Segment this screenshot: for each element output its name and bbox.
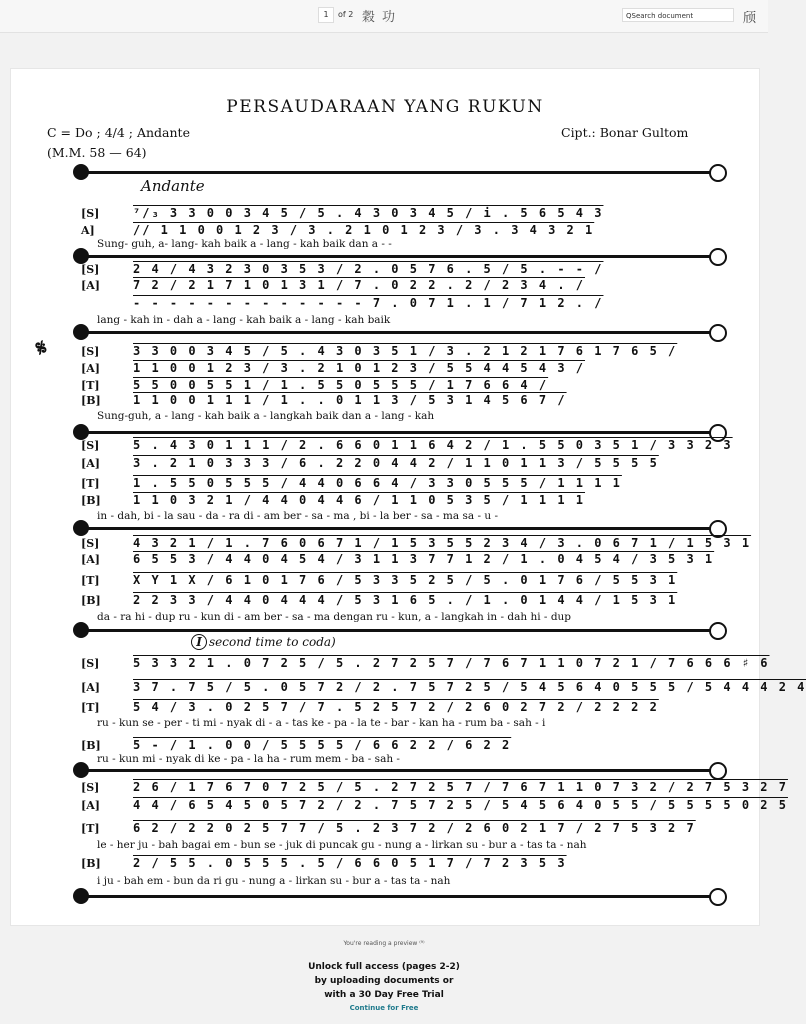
voice-label: [A] [81, 457, 100, 470]
notation-line: X Y 1 X / 6 1 0 1 7 6 / 5 3 3 5 2 5 / 5 . 0 1 7 6 / 5 5 3 1 [133, 573, 678, 587]
viewer-toolbar [0, 0, 768, 33]
voice-row [81, 345, 731, 359]
voice-label: [B] [81, 494, 101, 507]
voice-label: [A] [81, 681, 100, 694]
voice-label: [S] [81, 657, 100, 670]
document-page [10, 68, 806, 926]
staff-rule [81, 171, 725, 174]
voice-row [81, 457, 731, 471]
notation-line: 1 1 0 3 2 1 / 4 4 0 4 4 6 / 1 1 0 5 3 5 / 1 1 1 1 [133, 493, 586, 507]
voice-label: [T] [81, 379, 100, 392]
staff-start-dot [73, 520, 89, 536]
voice-label: A] [81, 224, 95, 237]
composer-credit: Cipt.: Bonar Gultom [561, 125, 689, 140]
lyric-line: Sung- guh, a- lang- kah baik a - lang - kah baik dan a - - [97, 238, 392, 250]
unlock-message [0, 960, 768, 1002]
staff-rule [81, 527, 725, 530]
voice-row [81, 362, 731, 376]
fullscreen-icon[interactable]: 颀 [743, 11, 757, 26]
voice-row [81, 263, 731, 277]
voice-row [81, 822, 731, 836]
voice-row [81, 574, 731, 588]
staff-end-ring [709, 164, 727, 182]
notation-line: 3 7 . 7 5 / 5 . 0 5 7 2 / 2 . 7 5 7 2 5 / 5 4 5 6 4 0 5 5 5 / 5 4 4 4 2 4 [133, 680, 806, 694]
segno-icon: 𝄋 [31, 334, 52, 362]
lyric-line: i ju - bah em - bun da ri gu - nung a - lirkan su - bur a - tas ta - nah [97, 875, 451, 887]
voice-label: [A] [81, 553, 100, 566]
voice-label: [T] [81, 701, 100, 714]
notation-line: 1 . 5 5 0 5 5 5 / 4 4 0 6 6 4 / 3 3 0 5 5 5 / 1 1 1 1 [133, 476, 622, 490]
page-count-label: of 2 [338, 10, 354, 19]
voice-row [81, 553, 731, 567]
voice-label: [A] [81, 799, 100, 812]
voice-row [81, 279, 731, 293]
staff-rule [81, 331, 725, 334]
notation-line: 5 . 4 3 0 1 1 1 / 2 . 6 6 0 1 1 6 4 2 / 1 . 5 5 0 3 5 1 / 3 3 2 3 [133, 438, 733, 452]
notation-line: - - - - - - - - - - - - - 7 . 0 7 1 . 1 / 7 1 2 . / [133, 296, 604, 310]
staff-rule [81, 895, 725, 898]
voice-label: [A] [81, 362, 100, 375]
next-page-icon[interactable]: 功 [382, 10, 396, 25]
notation-line: 2 2 3 3 / 4 4 0 4 4 4 / 5 3 1 6 5 . / 1 . 0 1 4 4 / 1 5 3 1 [133, 593, 678, 607]
staff-start-dot [73, 324, 89, 340]
voice-label: [S] [81, 263, 100, 276]
coda-text: second time to coda) [209, 635, 336, 649]
voice-label: [B] [81, 594, 101, 607]
staff-start-dot [73, 888, 89, 904]
staff-start-dot [73, 622, 89, 638]
tempo-marking: Andante [141, 177, 205, 195]
unlock-line: Unlock full access (pages 2-2) [308, 962, 460, 972]
unlock-line: by uploading documents or [314, 976, 454, 986]
staff-start-dot [73, 164, 89, 180]
staff-start-dot [73, 762, 89, 778]
notation-line: ⁷/₃ 3 3 0 0 3 4 5 / 5 . 4 3 0 3 4 5 / i . 5 6 5 4 3 [133, 206, 604, 220]
voice-row [81, 680, 806, 695]
staff-end-ring [709, 622, 727, 640]
lyric-line: lang - kah in - dah a - lang - kah baik a - lang - kah baik [97, 314, 391, 326]
voice-label: [S] [81, 537, 100, 550]
notation-line: 6 2 / 2 2 0 2 5 7 7 / 5 . 2 3 7 2 / 2 6 0 2 1 7 / 2 7 5 3 2 7 [133, 821, 696, 835]
voice-label: [T] [81, 477, 100, 490]
voice-label: [B] [81, 739, 101, 752]
notation-line: 2 6 / 1 7 6 7 0 7 2 5 / 5 . 2 7 2 5 7 / 7 6 7 1 1 0 7 3 2 / 2 7 5 3 2 7 [133, 780, 788, 794]
voice-row [81, 394, 731, 408]
notation-line: 3 3 0 0 3 4 5 / 5 . 4 3 0 3 5 1 / 3 . 2 1 2 1 7 6 1 7 6 5 / [133, 344, 678, 358]
staff-rule [81, 255, 725, 258]
page-number-input[interactable]: 1 [318, 7, 334, 23]
coda-marking [191, 634, 336, 650]
notation-line: 2 / 5 5 . 0 5 5 5 . 5 / 6 6 0 5 1 7 / 7 2 3 5 3 [133, 856, 567, 870]
lyric-line: Sung-guh, a - lang - kah baik a - langkah baik dan a - lang - kah [97, 410, 435, 422]
key-signature: C = Do ; 4/4 ; Andante [47, 125, 190, 140]
notation-line: 1 1 0 0 1 1 1 / 1 . . 0 1 1 3 / 5 3 1 4 5 6 7 / [133, 393, 567, 407]
voice-row [81, 439, 731, 453]
voice-row [81, 739, 731, 753]
metronome-mark: (M.M. 58 — 64) [47, 145, 147, 160]
voice-label: [S] [81, 207, 100, 220]
staff-start-dot [73, 424, 89, 440]
voice-row [81, 780, 788, 795]
search-input[interactable]: QSearch document [622, 8, 734, 22]
previous-page-icon[interactable]: 穀 [362, 10, 376, 25]
voice-row [81, 536, 752, 551]
notation-line: 2 4 / 4 3 2 3 0 3 5 3 / 2 . 0 5 7 6 . 5 / 5 . - - / [133, 262, 604, 276]
voice-label: [T] [81, 822, 100, 835]
notation-line: 1 1 0 0 1 2 3 / 3 . 2 1 0 1 2 3 / 5 5 4 4 5 4 3 / [133, 361, 586, 375]
notation-line: 5 4 / 3 . 0 2 5 7 / 7 . 5 2 5 7 2 / 2 6 0 2 7 2 / 2 2 2 2 [133, 700, 659, 714]
voice-row [81, 656, 770, 671]
notation-line: 5 - / 1 . 0 0 / 5 5 5 5 / 6 6 2 2 / 6 2 2 [133, 738, 512, 752]
voice-label: [S] [81, 781, 100, 794]
voice-label: [B] [81, 394, 101, 407]
voice-row [81, 857, 731, 871]
lyric-line: ru - kun se - per - ti mi - nyak di - a - tas ke - pa - la te - bar - kan ha - rum ba - sah - i [97, 717, 546, 729]
notation-line: 4 3 2 1 / 1 . 7 6 0 6 7 1 / 1 5 3 5 5 2 3 4 / 3 . 0 6 7 1 / 1 5 3 1 [133, 536, 752, 550]
continue-free-link[interactable]: Continue for Free [349, 1004, 419, 1012]
voice-label: [S] [81, 345, 100, 358]
lyric-line: ru - kun mi - nyak di ke - pa - la ha - rum mem - ba - sah - [97, 753, 400, 765]
page-title: PERSAUDARAAN YANG RUKUN [226, 97, 544, 117]
staff-rule [81, 769, 725, 772]
voice-row [81, 379, 731, 393]
notation-line: // 1 1 0 0 1 2 3 / 3 . 2 1 0 1 2 3 / 3 . 3 4 3 2 1 [133, 223, 595, 237]
voice-label: [S] [81, 439, 100, 452]
notation-line: 7 2 / 2 1 7 1 0 1 3 1 / 7 . 0 2 2 . 2 / 2 3 4 . / [133, 278, 586, 292]
voice-label: [T] [81, 574, 100, 587]
voice-row [81, 494, 731, 508]
staff-end-ring [709, 888, 727, 906]
notation-line: 3 . 2 1 0 3 3 3 / 6 . 2 2 0 4 4 2 / 1 1 0 1 1 3 / 5 5 5 5 [133, 456, 659, 470]
voice-row [81, 207, 731, 221]
unlock-line: with a 30 Day Free Trial [324, 990, 444, 1000]
staff-rule [81, 431, 725, 434]
preview-notice: You're reading a preview ⁽⁹⁾ [343, 940, 425, 947]
voice-row [81, 297, 731, 311]
coda-icon: I [191, 634, 207, 650]
staff-start-dot [73, 248, 89, 264]
lyric-line: le - her ju - bah bagai em - bun se - juk di puncak gu - nung a - lirkan su - bur a - tas ta - nah [97, 839, 587, 851]
voice-row [81, 224, 731, 238]
lyric-line: da - ra hi - dup ru - kun di - am ber - sa - ma dengan ru - kun, a - langkah in - dah hi - dup [97, 611, 572, 623]
voice-row [81, 798, 788, 813]
notation-line: 4 4 / 6 5 4 5 0 5 7 2 / 2 . 7 5 7 2 5 / 5 4 5 6 4 0 5 5 / 5 5 5 5 0 2 5 [133, 798, 788, 812]
notation-line: 5 5 0 0 5 5 1 / 1 . 5 5 0 5 5 5 / 1 7 6 6 4 / [133, 378, 549, 392]
lyric-line: in - dah, bi - la sau - da - ra di - am ber - sa - ma , bi - la ber - sa - ma sa - u - [97, 510, 498, 522]
voice-row [81, 594, 731, 608]
voice-row [81, 477, 731, 491]
voice-row [81, 701, 731, 715]
notation-line: 6 5 5 3 / 4 4 0 4 5 4 / 3 1 1 3 7 7 1 2 / 1 . 0 4 5 4 / 3 5 3 1 [133, 552, 715, 566]
notation-line: 5 3 3 2 1 . 0 7 2 5 / 5 . 2 7 2 5 7 / 7 6 7 1 1 0 7 2 1 / 7 6 6 6 ♯ 6 [133, 656, 770, 670]
voice-label: [B] [81, 857, 101, 870]
staff-rule [81, 629, 725, 632]
voice-label: [A] [81, 279, 100, 292]
